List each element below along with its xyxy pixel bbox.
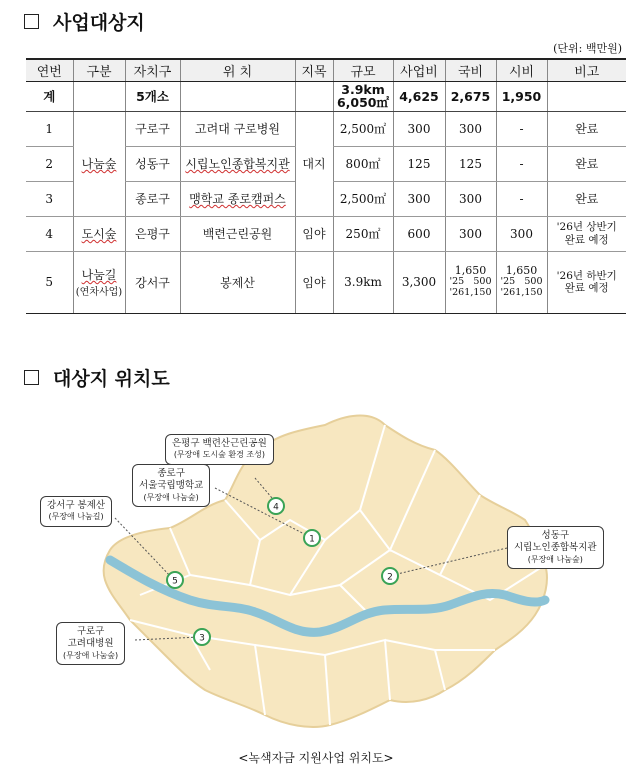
svg-text:4: 4: [273, 502, 279, 513]
district-cell: 구로구: [125, 111, 180, 146]
note-cell: 완료: [547, 111, 626, 146]
row-number: 3: [26, 181, 73, 216]
location-cell: 맹학교 종로캠퍼스: [180, 181, 295, 216]
scale-cell: 2,500㎡: [333, 181, 393, 216]
unit-label: (단위: 백만원): [553, 42, 622, 55]
marker-3: [194, 629, 210, 645]
national-cell: 125: [445, 146, 496, 181]
row-number: 4: [26, 216, 73, 251]
callout-gangseo: 강서구 봉제산 (무장애 나눔길): [40, 496, 112, 527]
header-cell: 자치구: [125, 59, 180, 81]
district-cell: 강서구: [125, 251, 180, 313]
cost-cell: 600: [393, 216, 445, 251]
total-scale: 3.9km 6,050㎡: [333, 81, 393, 111]
marker-4: [268, 498, 284, 514]
category-cell: 나눔숲: [73, 111, 125, 216]
total-national: 2,675: [445, 81, 496, 111]
city-cell: 1,650 '25 500 '26 1,150: [496, 251, 547, 313]
city-cell: -: [496, 111, 547, 146]
land-cell: 임야: [295, 251, 333, 313]
marker-2: [382, 568, 398, 584]
city-cell: 300: [496, 216, 547, 251]
row-number: 5: [26, 251, 73, 313]
note-cell: 완료: [547, 146, 626, 181]
marker-5: [167, 572, 183, 588]
total-row: [26, 81, 626, 111]
callout-jongno: 종로구 서울국립맹학교 (무장애 나눔숲): [132, 464, 210, 507]
seoul-map-graphic: [40, 400, 620, 740]
land-cell: 대지: [295, 111, 333, 216]
national-cell: 300: [445, 111, 496, 146]
checkbox-icon: [24, 370, 39, 385]
marker-1: [304, 530, 320, 546]
header-cell: 지목: [295, 59, 333, 81]
svg-text:3: 3: [199, 633, 205, 644]
header-cell: 구분: [73, 59, 125, 81]
svg-text:2: 2: [387, 572, 393, 583]
scale-cell: 2,500㎡: [333, 111, 393, 146]
sites-table: [26, 58, 626, 314]
table-header-row: [26, 59, 626, 81]
header-cell: 비고: [547, 59, 626, 81]
location-cell: 고려대 구로병원: [180, 111, 295, 146]
cost-cell: 125: [393, 146, 445, 181]
category-cell: 도시숲: [73, 216, 125, 251]
national-cell: 300: [445, 216, 496, 251]
callout-seongdong: 성동구 시립노인종합복지관 (무장애 나눔숲): [507, 526, 604, 569]
location-cell: 백련근린공원: [180, 216, 295, 251]
header-cell: 연번: [26, 59, 73, 81]
total-district: 5개소: [125, 81, 180, 111]
map-caption: <녹색자금 지원사업 위치도>: [238, 751, 394, 765]
callout-guro: 구로구 고려대병원 (무장애 나눔숲): [56, 622, 125, 665]
row-number: 1: [26, 111, 73, 146]
table-row: [26, 111, 626, 146]
district-cell: 은평구: [125, 216, 180, 251]
header-cell: 규모: [333, 59, 393, 81]
total-city: 1,950: [496, 81, 547, 111]
city-cell: -: [496, 181, 547, 216]
header-cell: 사업비: [393, 59, 445, 81]
cost-cell: 300: [393, 181, 445, 216]
cost-cell: 3,300: [393, 251, 445, 313]
table-row: [26, 251, 626, 313]
svg-text:1: 1: [309, 534, 315, 545]
category-cell: 나눔길 (연차사업): [73, 251, 125, 313]
note-cell: 완료: [547, 181, 626, 216]
note-cell: '26년 상반기 완료 예정: [547, 216, 626, 251]
seoul-map: [40, 400, 620, 740]
header-cell: 시비: [496, 59, 547, 81]
svg-text:5: 5: [172, 576, 178, 587]
header-cell: 국비: [445, 59, 496, 81]
scale-cell: 800㎡: [333, 146, 393, 181]
location-cell: 봉제산: [180, 251, 295, 313]
callout-eunpyeong: 은평구 백련산근린공원 (무장애 도시숲 환경 조성): [165, 434, 274, 465]
total-cost: 4,625: [393, 81, 445, 111]
land-cell: 임야: [295, 216, 333, 251]
district-cell: 종로구: [125, 181, 180, 216]
city-cell: -: [496, 146, 547, 181]
scale-cell: 3.9km: [333, 251, 393, 313]
national-cell: 300: [445, 181, 496, 216]
section-title-sites: 사업대상지: [24, 8, 145, 35]
note-cell: '26년 하반기 완료 예정: [547, 251, 626, 313]
scale-cell: 250㎡: [333, 216, 393, 251]
table-row: [26, 216, 626, 251]
location-cell: 시립노인종합복지관: [180, 146, 295, 181]
checkbox-icon: [24, 14, 39, 29]
district-cell: 성동구: [125, 146, 180, 181]
national-cell: 1,650 '25 500 '26 1,150: [445, 251, 496, 313]
section-title-map: 대상지 위치도: [24, 364, 170, 391]
header-cell: 위 치: [180, 59, 295, 81]
cost-cell: 300: [393, 111, 445, 146]
total-label: 계: [26, 81, 73, 111]
row-number: 2: [26, 146, 73, 181]
